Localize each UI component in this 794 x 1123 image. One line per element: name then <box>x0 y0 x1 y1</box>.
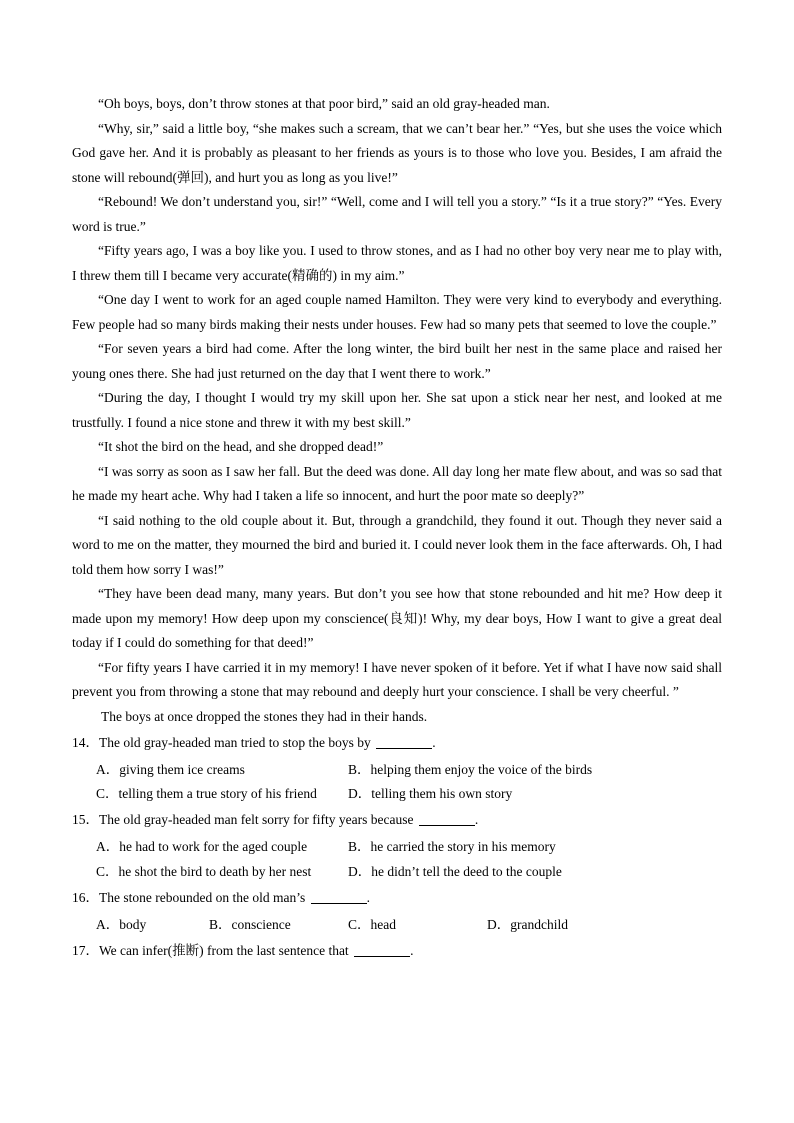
option-a[interactable]: A．body <box>96 916 147 932</box>
question-17 <box>72 939 722 964</box>
question-stem <box>72 808 722 833</box>
answer-options <box>72 835 722 884</box>
answer-options <box>72 758 722 807</box>
option-b[interactable]: B．he carried the story in his memory <box>348 839 556 854</box>
passage-paragraph: “Rebound! We don’t understand you, sir!” “Well, come and I will tell you a story.” “Is it a true story?” “Yes. Every word is true.” <box>72 194 722 234</box>
question-end: . <box>410 942 414 958</box>
option-a[interactable]: A．he had to work for the aged couple <box>96 839 308 854</box>
option-d[interactable]: D．he didn’t tell the deed to the couple <box>348 863 562 879</box>
passage-paragraph: “Oh boys, boys, don’t throw stones at that poor bird,” said an old gray-headed man. <box>98 96 550 111</box>
answer-blank[interactable] <box>376 735 432 749</box>
option-a[interactable]: A．giving them ice creams <box>96 761 245 777</box>
question-14 <box>72 731 722 807</box>
question-number: 14． <box>72 734 99 750</box>
question-number: 15． <box>72 812 99 827</box>
question-text: The old gray-headed man felt sorry for fifty years because <box>99 812 414 827</box>
question-end: . <box>474 812 479 827</box>
question-stem <box>72 731 722 756</box>
passage-closing-line: The boys at once dropped the stones they had in their hands. <box>101 708 428 724</box>
question-number: 17． <box>72 942 99 958</box>
option-b[interactable]: B．conscience <box>209 916 291 932</box>
option-c[interactable]: C．he shot the bird to death by her nest <box>96 863 312 879</box>
answer-blank[interactable] <box>354 943 410 957</box>
passage-paragraph: “For seven years a bird had come. After the long winter, the bird built her nest in the same place and raised her young ones there. She had just returned on the day that I went there to work.” <box>72 341 722 381</box>
question-text: The old gray-headed man tried to stop the boys by <box>99 734 371 750</box>
answer-options <box>72 913 722 938</box>
reading-passage <box>72 92 722 963</box>
question-end: . <box>432 734 436 750</box>
passage-paragraph: “It shot the bird on the head, and she dropped dead!” <box>98 439 384 454</box>
option-d[interactable]: D．grandchild <box>487 916 568 932</box>
passage-paragraph: “I was sorry as soon as I saw her fall. But the deed was done. All day long her mate flew about, and was so sad that he made my heart ache. Why had I taken a life so innocent, and hurt the poor mate so deeply?” <box>72 463 722 503</box>
passage-paragraph: “Fifty years ago, I was a boy like you. I used to throw stones, and as I had no other boy very near me to play with, I threw them till I became very accurate(精确的) in my aim.” <box>72 243 722 283</box>
passage-paragraph: “For fifty years I have carried it in my memory! I have never spoken of it before. Yet if what I have now said shall prevent you from throwing a stone that may rebound and deeply hurt your conscience. I shall be very cheerful. ” <box>72 659 722 699</box>
answer-blank[interactable] <box>419 812 475 826</box>
option-c[interactable]: C．head <box>348 916 396 932</box>
passage-paragraph: “I said nothing to the old couple about it. But, through a grandchild, they found it out. Though they never said a word to me on the matter, they mourned the bird and buried it. I could never look them in the face afterwards. Oh, I had told them how sorry I was!” <box>72 512 722 577</box>
passage-paragraph: “During the day, I thought I would try my skill upon her. She sat upon a stick near her nest, and looked at me trustfully. I found a nice stone and threw it with my best skill.” <box>72 390 722 430</box>
question-text: The stone rebounded on the old man’s <box>99 889 306 905</box>
passage-paragraph: “One day I went to work for an aged couple named Hamilton. They were very kind to everybody and everything. Few people had so many birds making their nests under houses. Few had so many pets that seemed to love the couple.” <box>72 292 722 332</box>
option-d[interactable]: D．telling them his own story <box>348 786 513 801</box>
question-text: We can infer(推断) from the last sentence that <box>99 942 349 958</box>
question-end: . <box>366 889 370 905</box>
option-c[interactable]: C．telling them a true story of his friend <box>96 786 317 801</box>
question-stem <box>72 886 722 911</box>
answer-blank[interactable] <box>311 890 367 904</box>
option-b[interactable]: B．helping them enjoy the voice of the birds <box>348 761 593 777</box>
question-number: 16． <box>72 889 99 905</box>
passage-paragraph: “Why, sir,” said a little boy, “she makes such a scream, that we can’t bear her.” “Yes, but she uses the voice which God gave her. And it is probably as pleasant to her friends as yours is to those who love you. Besides, I am afraid the stone will rebound(弹回), and hurt you as long as you live!” <box>72 120 722 185</box>
question-16 <box>72 886 722 938</box>
question-15 <box>72 808 722 884</box>
passage-paragraph: “They have been dead many, many years. But don’t you see how that stone rebounded and hit me? How deep it made upon my memory! How deep upon my conscience(良知)! Why, my dear boys, How I want to give a great deal today if I could do something for that deed!” <box>72 586 722 650</box>
question-stem <box>72 939 722 964</box>
